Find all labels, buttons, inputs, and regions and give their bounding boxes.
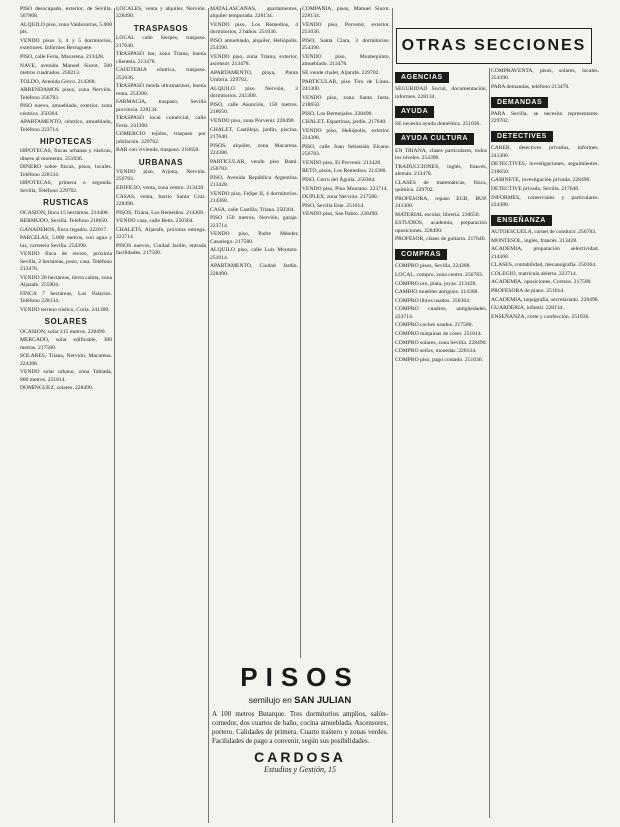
classified-entry: COLEGIO, matrícula abierta. 223714. <box>491 270 578 277</box>
classified-entry: SE vende chalet, Aljarafe. 229702. <box>302 70 380 76</box>
classified-entry: PISO, Los Bermejales. 228490. <box>302 110 373 117</box>
section-heading: DEMANDAS <box>491 97 548 108</box>
classified-entry: COMPRO sellos, monedas. 228134. <box>395 348 477 355</box>
column-divider <box>208 8 209 823</box>
classified-entry: LOCALES, venta y alquiler, Nervión. 228490. <box>116 6 206 20</box>
section-heading: URBANAS <box>138 157 184 167</box>
classified-entry: VENDO piso, San Pablo. 228490. <box>302 211 379 218</box>
classified-entry: DETECTIVES, investigaciones, seguimientos. 218650. <box>491 161 599 175</box>
classified-entry: VENDO solar urbano, zona Tablada, 800 metros. 251014. <box>20 369 112 383</box>
classified-entry: APARTAMENTO, playa, Punta Umbría. 229702. <box>210 70 298 84</box>
classified-entry: PISOS, Triana, Los Remedios. 214368. <box>116 209 205 216</box>
classified-entry: DUPLEX, zona Nervión. 217580. <box>302 194 379 201</box>
classified-entry: DETECTIVE privado, Sevilla. 217640. <box>491 186 580 192</box>
classified-entry: VENDO piso, Porvenir, exterior. 251036. <box>302 22 390 36</box>
section-heading: TRASPASOS <box>133 23 189 33</box>
classified-entry: VENDO finca de recreo, próxima Sevilla, 2 hectáreas, pozo, casa. Teléfono 213478. <box>20 251 112 273</box>
classified-entry: PISO, Cerro del Águila. 250364. <box>302 176 376 183</box>
classified-entry: VENDO terreno rústico, Coria. 241300. <box>20 306 110 313</box>
classified-entry: ENSEÑANZA, corte y confección. 251036. <box>491 313 590 320</box>
classified-entry: HIPOTECAS, primera o segunda. Sevilla, Teléfono 229702. <box>20 180 112 194</box>
classified-entry: COMPRO libros usados. 250364. <box>395 297 471 304</box>
classified-entry: FINCA 7 hectáreas, Los Palacios. Teléfono 228134. <box>20 290 112 305</box>
classified-entry: CABER, detectives privados, informes. 241300. <box>491 145 599 159</box>
classified-entry: APARTAMENTO, céntrico, amueblado, Teléfono 223714. <box>20 119 112 133</box>
section-heading: AYUDA CULTURA <box>395 133 474 144</box>
classified-entry: BAR con vivienda, traspaso. 218650. <box>116 147 200 154</box>
classified-entry: PISOS nuevos, Ciudad Jardín, entrada facilidades. 217580. <box>116 242 206 257</box>
classified-entry: PARCELAS, 5.000 metros, con agua y luz, carretera Sevilla. 254390. <box>20 235 112 249</box>
classified-entry: COMPRAVENTA, pisos, solares, locales. 254390. <box>491 68 599 82</box>
classified-entry: GABINETE, investigación privada. 228490. <box>491 177 591 184</box>
classified-entry: PARTICULAR, piso Tiro de Línea. 241300. <box>302 78 390 92</box>
classified-entry: PISO 150 metros, Nervión, garaje. 223714. <box>210 215 298 229</box>
pisos-ad-title: PISOS <box>240 662 360 692</box>
classified-entry: ESTUDIOS, academia, preparación oposiciones. 228490. <box>395 220 487 234</box>
classified-entry: PROFESORA de piano. 251014. <box>491 287 565 294</box>
classified-entry: CLASES, contabilidad, mecanografía. 250364. <box>491 262 597 269</box>
classified-entry: PISO, Sevilla Este. 251014. <box>302 202 365 209</box>
classified-entry: EDIFICIO, venta, zona centro. 213428. <box>116 185 205 192</box>
classified-entry: CAFETERIA céntrica, traspaso. 251036. <box>116 67 206 81</box>
classified-entry: EN TRIANA, clases particulares, todos los niveles. 254390. <box>395 147 487 162</box>
classified-entry: VENDO piso, El Porvenir. 213428. <box>302 159 382 166</box>
section-heading: HIPOTECAS <box>39 137 93 146</box>
classified-entry: PROFESORA, repaso EGB, BUP. 241300. <box>395 195 487 210</box>
classified-entry: SEGURIDAD Social, documentación, informes. 228134. <box>395 86 487 100</box>
classified-entry: ACADEMIA, taquigrafía, secretariado. 228490. <box>491 296 599 303</box>
classified-entry: PISO nuevo, amueblado, exterior, zona céntrica. 250364. <box>20 103 112 117</box>
classified-entry: COMPRO cuadros, antigüedades. 223714. <box>395 306 487 320</box>
classified-entry: COMPRO máquinas de coser. 251014. <box>395 330 483 337</box>
classified-entry: COMERCIO tejidos, traspaso por jubilación. 229702. <box>116 131 206 145</box>
classified-entry: OCASION, solar 215 metros. 228490. <box>20 328 106 335</box>
classified-entry: HIPOTECAS, fincas urbanas y rústicas, dinero al momento. 251036. <box>20 148 112 162</box>
section-heading: AYUDA <box>395 106 434 117</box>
classified-entry: PISOS, alquiler, zona Macarena. 224388. <box>210 142 298 156</box>
classified-entry: TOLDO, Avenida Greco. 214368. <box>20 78 96 85</box>
classified-entry: DINERO sobre fincas, pisos, locales. Teléfono 228134. <box>20 164 112 178</box>
classified-entry: CAMBIO muebles antiguos. 214368. <box>395 289 479 296</box>
classified-entry: OCASION, finca 15 hectáreas. 214408. <box>20 209 110 216</box>
column-4 <box>302 6 390 656</box>
classified-entry: VENDO piso, zona Porvenir. 228490. <box>210 118 295 124</box>
pisos-ad-body: A 100 metros Butarque. Tres dormitorios amplios, salón-comedor, dos cuartos de baño, cocina amueblada. Ascensores, portero. Calidades de primera. Cuarto trastero y zonas verdes. Facilidades de pago a convenir, según sus posibilidades. <box>212 710 388 745</box>
column-5 <box>395 68 487 818</box>
classified-entry: PISO, calle Feria, Macarena. 213428. <box>20 54 105 60</box>
classified-entry: VENDO piso, Montequinto, amueblado. 213478. <box>302 54 390 68</box>
classified-entry: VENDO piso, zona Santa Justa. 218650. <box>302 94 390 108</box>
classified-entry: PISO, calle Asunción, 150 metros. 218650. <box>210 102 298 116</box>
classified-entry: RETO, pisos, Los Remedios. 214368. <box>302 168 387 175</box>
classified-entry: MERCADO, solar edificable, 300 metros. 217580. <box>20 337 112 351</box>
classified-entry: CASAS, venta, barrio Santa Cruz. 228490. <box>116 193 206 208</box>
classified-entry: FARMACIA, traspaso, Sevilla provincia. 228134. <box>116 99 206 113</box>
classified-entry: CHALET, Espartinas, jardín. 217640. <box>302 119 387 126</box>
classified-entry: LOCAL calle Sierpes, traspaso. 217640. <box>116 35 206 49</box>
classified-entry: VENDO 20 hectáreas, tierra calma, zona Aljarafe. 255904. <box>20 274 112 289</box>
classified-entry: PARTICULAR, vendo piso Bami. 256783. <box>210 158 298 172</box>
column-divider <box>114 8 115 823</box>
classified-entry: TRASPASO local comercial, calle Feria. 241300. <box>116 115 206 129</box>
classified-entry: VENDO piso, Padre Méndez Casariego. 217580. <box>210 231 298 245</box>
classified-entry: VENDO piso, Felipe II, 4 dormitorios. 214368. <box>210 190 298 204</box>
section-heading: RUSTICAS <box>43 198 89 208</box>
classified-entry: COMPRO pisos, Sevilla. 224388. <box>395 263 471 270</box>
classified-entry: MATERIAL escolar, librería. 218650. <box>395 211 481 218</box>
classified-entry: COMPRO coches usados. 217580. <box>395 322 473 329</box>
classified-entry: VENDO piso, Heliópolis, exterior. 224388. <box>302 127 390 142</box>
section-heading: ENSEÑANZA <box>491 215 552 226</box>
pisos-ad-address: Estudios y Gestión, 15 <box>264 765 336 774</box>
classified-entry: PISO, calle Juan Sebastián Elcano. 256783. <box>302 143 390 158</box>
classified-entry: ALQUILO piso, calle Luis Montoto. 251014. <box>210 247 298 261</box>
classified-entry: CHALETS, Aljarafe, próxima entrega. 223714. <box>116 226 206 241</box>
classified-entry: ACADEMIA, oposiciones, Correos. 217580. <box>491 279 592 286</box>
classified-entry: GUARDERIA, infantil. 228134. <box>491 305 564 312</box>
column-6 <box>491 68 599 818</box>
classified-entry: PARA demandas, teléfono 213478. <box>491 84 570 90</box>
classified-entry: COMPAÑIA, pisos, Manuel Siurot. 228134. <box>302 6 390 20</box>
classified-entry: DOMINGUEZ, solares. 228490. <box>20 385 94 392</box>
classified-entry: VENDO piso, zona Triana, exterior, ascensor. 213478. <box>210 54 298 68</box>
section-heading: SOLARES <box>44 317 88 327</box>
classified-entry: PISO, Avenida República Argentina. 213428. <box>210 174 298 188</box>
classified-entry: VENDO pisos 3, 4 y 5 dormitorios, exteriores. Informes Berruguete. <box>20 38 112 52</box>
classified-entry: SOLARES, Triana, Nervión, Macarena. 224388. <box>20 353 112 367</box>
classified-entry: COMPRO piso, pago contado. 251036. <box>395 356 484 363</box>
classified-entry: CASA, calle Castilla, Triana. 250364. <box>210 206 295 213</box>
classified-entry: ARRENDAMOS pisos, zona Nervión. Teléfono 256783. <box>20 87 112 101</box>
classified-entry: PISO amueblado, alquiler, Heliópolis. 254390. <box>210 38 298 52</box>
column-3 <box>210 6 298 656</box>
classified-entry: PISO, Santa Clara, 3 dormitorios. 254390. <box>302 38 390 52</box>
classified-entry: COMPRO oro, plata, joyas. 213428. <box>395 280 477 287</box>
classified-entry: ALQUILO piso Nervión, 3 dormitorios. 241300. <box>210 86 298 100</box>
classified-entry: CHALET, Castilleja, jardín, piscina. 217640. <box>210 126 298 140</box>
classified-entry: VENDO piso, Pino Montano. 223714. <box>302 185 388 192</box>
column-2 <box>116 6 206 821</box>
classified-entry: PARA Sevilla, se necesita representante. 229702. <box>491 111 599 125</box>
classified-entry: VENDO piso, Los Remedios, 4 dormitorios, 2 baños. 251036. <box>210 22 298 36</box>
classified-entry: ALQUILO piso, zona Valdezorras, 5.000 pts. <box>20 22 112 36</box>
classified-entry: PROFESOR, clases de guitarra. 217640. <box>395 236 486 243</box>
classified-entry: CLASES de matemáticas, física, química. 229702. <box>395 179 487 194</box>
classified-entry: MONTESOL, inglés, francés. 213428. <box>491 237 578 244</box>
classified-entry: LOCAL, compro, zona centro. 256783. <box>395 272 484 278</box>
section-heading: DETECTIVES <box>491 131 553 142</box>
classified-entry: PISO desocupado, exterior, de Sevilla. 507868. <box>20 6 112 20</box>
classified-entry: TRADUCCIONES, inglés, francés, alemán. 213478. <box>395 163 487 178</box>
classified-entry: ACADEMIA, preparación selectividad. 214368. <box>491 246 599 260</box>
pisos-ad-subtitle-pre: semilujo en <box>248 695 292 705</box>
column-divider <box>300 8 301 658</box>
pisos-ad-subtitle-place: SAN JULIAN <box>294 695 352 706</box>
classified-entry: BERMUDO, Sevilla. Teléfono 218650. <box>20 218 109 225</box>
classified-entry: VENDO casa, calle Betis. 250364. <box>116 218 194 225</box>
classified-entry: NAVE, avenida Manuel Siurot, 500 metros cuadrados. 258213. <box>20 62 112 76</box>
classified-entry: INFORMES, comerciales y particulares. 224388. <box>491 194 599 208</box>
column-divider <box>392 8 393 823</box>
pisos-ad-subtitle <box>210 695 390 706</box>
classified-entry: SE necesita ayuda doméstica. 251036. <box>395 120 481 127</box>
classified-entry: VENDO piso, Arjona, Nervión. 256783. <box>116 169 206 183</box>
classified-entry: AUTOESCUELA, carnet de conducir. 256783. <box>491 229 597 235</box>
classified-entry: MATALASCAÑAS, apartamentos, alquiler temporada. 228134. <box>210 6 298 20</box>
section-heading: AGENCIAS <box>395 72 449 83</box>
section-heading: COMPRAS <box>395 249 447 260</box>
pisos-ad-agency: CARDOSA <box>254 749 346 765</box>
column-divider <box>489 68 490 818</box>
classified-entry: TRASPASO bar, zona Triana, buena clientela. 213478. <box>116 51 206 65</box>
classified-entry: APARTAMENTO, Ciudad Jardín. 228490. <box>210 263 298 277</box>
pisos-advertisement <box>210 660 390 820</box>
otras-secciones-header: OTRAS SECCIONES <box>396 28 592 64</box>
column-1 <box>20 6 112 821</box>
classified-entry: GANADEROS, finca regadío. 222017. <box>20 226 108 233</box>
classified-entry: COMPRO solares, zona Sevilla. 228490. <box>395 339 487 346</box>
classified-entry: TRASPASO tienda ultramarinos, buena renta. 254390. <box>116 83 206 97</box>
